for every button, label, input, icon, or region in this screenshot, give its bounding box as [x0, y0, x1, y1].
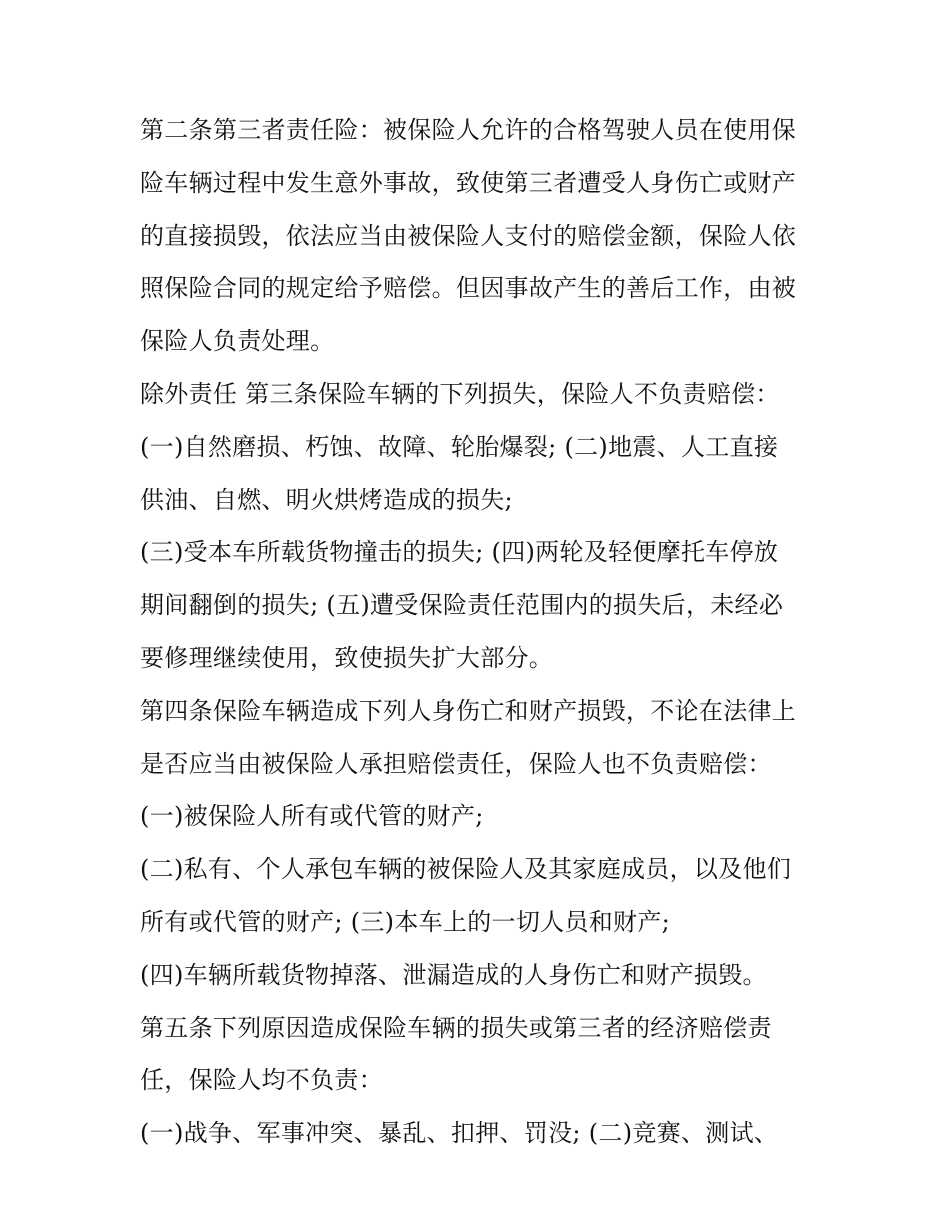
text-line: 是否应当由被保险人承担赔偿责任，保险人也不负责赔偿：: [140, 749, 772, 778]
text-line: (一)被保险人所有或代管的财产;: [140, 802, 484, 831]
text-line: (三)受本车所载货物撞击的损失; (四)两轮及轻便摩托车停放: [140, 538, 779, 567]
text-line: 期间翻倒的损失; (五)遭受保险责任范围内的损失后，未经必: [140, 591, 784, 620]
text-line: 照保险合同的规定给予赔偿。但因事故产生的善后工作，由被: [140, 274, 797, 303]
text-line: 第四条保险车辆造成下列人身伤亡和财产损毁，不论在法律上: [140, 696, 797, 725]
text-line: 第五条下列原因造成保险车辆的损失或第三者的经济赔偿责: [140, 1013, 772, 1042]
text-line: 的直接损毁，依法应当由被保险人支付的赔偿金额，保险人依: [140, 221, 797, 250]
text-line: 任，保险人均不负责：: [140, 1066, 383, 1095]
text-line: 保险人负责处理。: [140, 327, 335, 356]
text-line: (一)战争、军事冲突、暴乱、扣押、罚没; (二)竞赛、测试、: [140, 1119, 779, 1148]
text-line: (二)私有、个人承包车辆的被保险人及其家庭成员，以及他们: [140, 855, 792, 884]
text-line: 第二条第三者责任险：被保险人允许的合格驾驶人员在使用保: [140, 116, 797, 144]
text-line: (一)自然磨损、朽蚀、故障、轮胎爆裂; (二)地震、人工直接: [140, 432, 779, 461]
text-line: 要修理继续使用，致使损失扩大部分。: [140, 643, 554, 672]
text-line: 险车辆过程中发生意外事故，致使第三者遭受人身伤亡或财产: [140, 168, 797, 197]
text-line: (四)车辆所载货物掉落、泄漏造成的人身伤亡和财产损毁。: [140, 960, 767, 989]
text-line: 所有或代管的财产; (三)本车上的一切人员和财产;: [140, 907, 671, 936]
text-line: 除外责任 第三条保险车辆的下列损失，保险人不负责赔偿：: [140, 379, 780, 408]
document-body: [140, 104, 830, 1160]
text-line: 供油、自燃、明火烘烤造成的损失;: [140, 485, 513, 514]
